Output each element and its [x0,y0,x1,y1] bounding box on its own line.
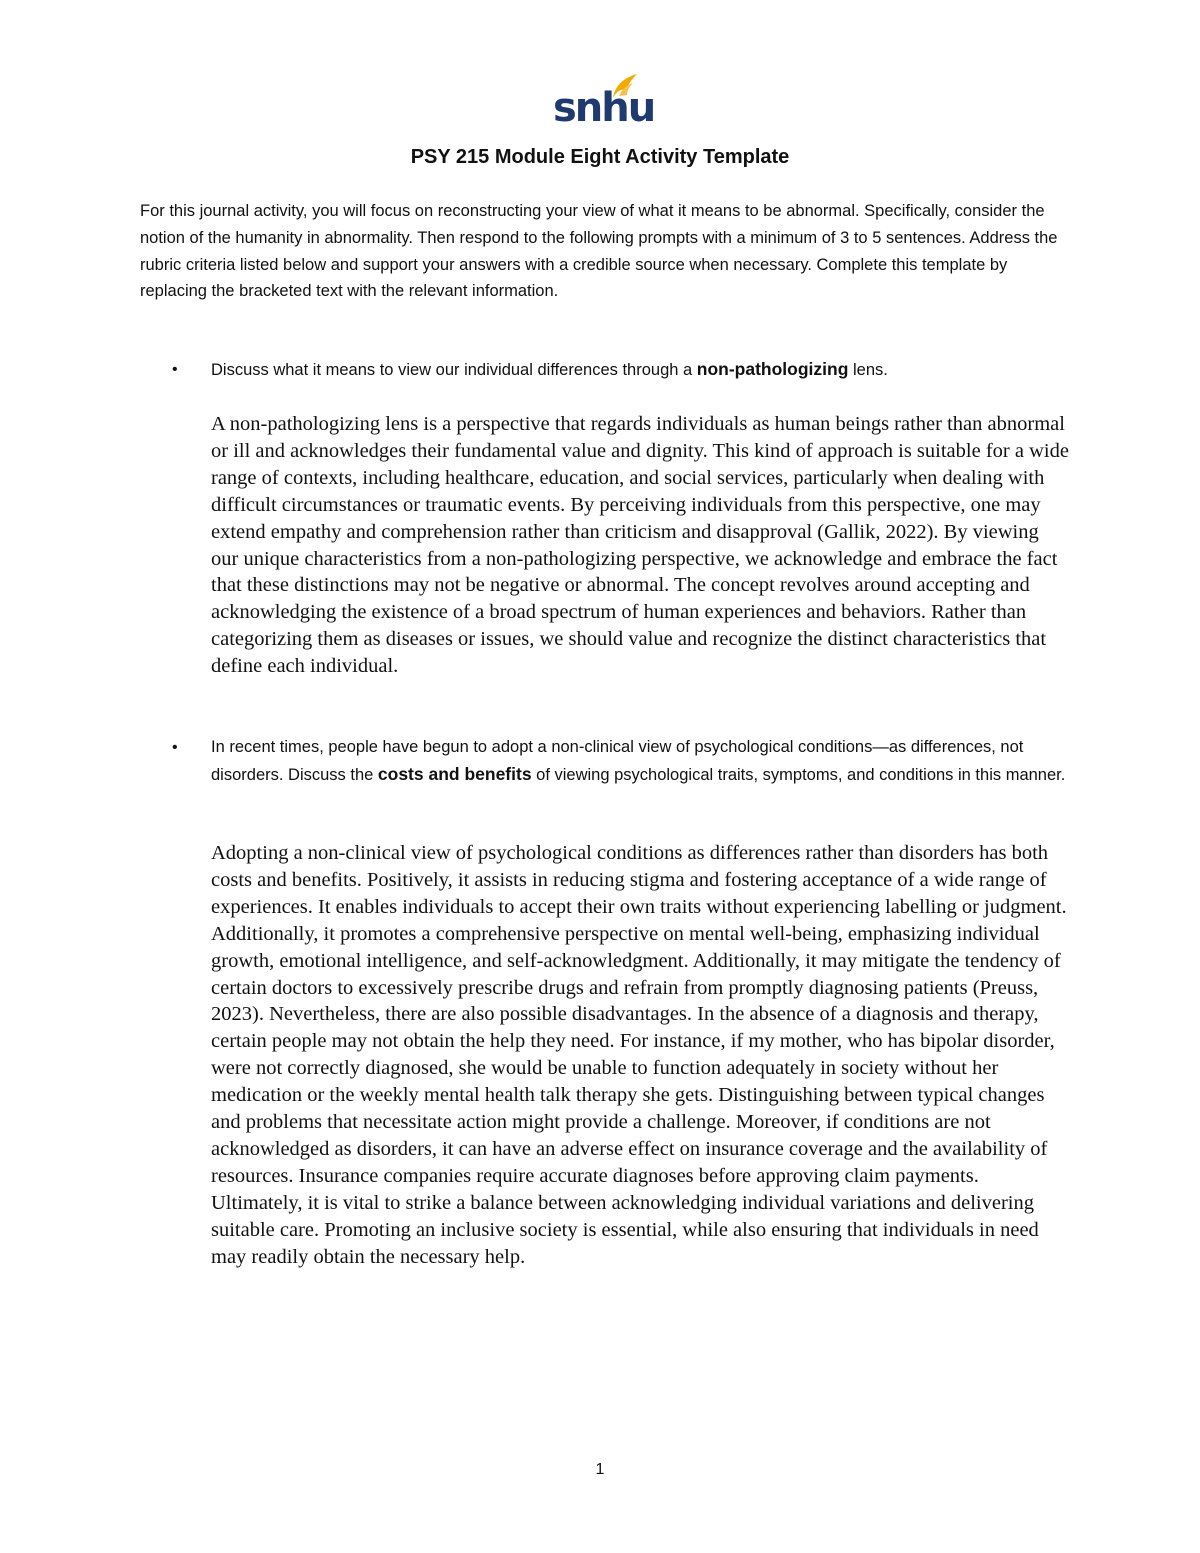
bullet-marker: • [172,361,178,378]
snhu-logo [553,72,655,134]
prompt-1-emphasis: non-pathologizing [696,359,849,379]
intro-paragraph: For this journal activity, you will focus on reconstructing your view of what it means to be abnormal. Specifically, consider the notion of the humanity in abnormality. Then respond to the following prompts with a minimum of 3 to 5 sentences. Address the rubric criteria listed below and support your answers with a credible source when necessary. Complete this template by replacing the bracketed text with the relevant information. [140,202,1058,301]
bullet-marker: • [172,739,178,756]
answer-2: Adopting a non-clinical view of psychological conditions as differences rather than disorders has both costs and benefits. Positively, it assists in reducing stigma and fostering acceptance of a wide range of experiences. It enables individuals to accept their own traits without experiencing labelling or judgment. Additionally, it promotes a comprehensive perspective on mental well-being, emphasizing individual growth, emotional intelligence, and self-acknowledgment. Additionally, it may mitigate the tendency of certain doctors to excessively prescribe drugs and refrain from promptly diagnosing patients (Preuss, 2023). Nevertheless, there are also possible disadvantages. In the absence of a diagnosis and therapy, certain people may not obtain the help they need. For instance, if my mother, who has bipolar disorder, were not correctly diagnosed, she would be unable to function adequately in society without her medication or the weekly mental health talk therapy she gets. Distinguishing between typical changes and problems that necessitate action might provide a challenge. Moreover, if conditions are not acknowledged as disorders, it can have an adverse effect on insurance coverage and the availability of resources. Insurance companies require accurate diagnoses before approving claim payments. Ultimately, it is vital to strike a balance between acknowledging individual variations and delivering suitable care. Promoting an inclusive society is essential, while also ensuring that individuals in need may readily obtain the necessary help. [211,842,1067,1268]
prompt-2 [211,734,1081,789]
prompt-2-emphasis: costs and benefits [377,764,532,784]
prompt-1-text: Discuss what it means to view our individual differences through a [211,361,697,379]
prompt-1-text-end: lens. [848,361,888,379]
page-number: 1 [595,1461,605,1478]
prompt-1 [211,356,1081,384]
logo-text: snhu [553,85,655,131]
page-title: PSY 215 Module Eight Activity Template [410,146,790,168]
prompt-2-text-end: of viewing psychological traits, symptoms, and conditions in this manner. [531,766,1066,784]
prompt-2-text: In recent times, people have begun to adopt a non-clinical view of psychological conditions—as differences, not disorders. Discuss the [211,738,1024,784]
answer-1: A non-pathologizing lens is a perspective that regards individuals as human beings rather than abnormal or ill and acknowledges their fundamental value and dignity. This kind of approach is suitable for a wide range of contexts, including healthcare, education, and social services, particularly when dealing with difficult circumstances or traumatic events. By perceiving individuals from this perspective, one may extend empathy and comprehension rather than criticism and disapproval (Gallik, 2022). By viewing our unique characteristics from a non-pathologizing perspective, we acknowledge and embrace the fact that these distinctions may not be negative or abnormal. The concept revolves around accepting and acknowledging the existence of a broad spectrum of human experiences and behaviors. Rather than categorizing them as diseases or issues, we should value and recognize the distinct characteristics that define each individual. [211,413,1069,678]
